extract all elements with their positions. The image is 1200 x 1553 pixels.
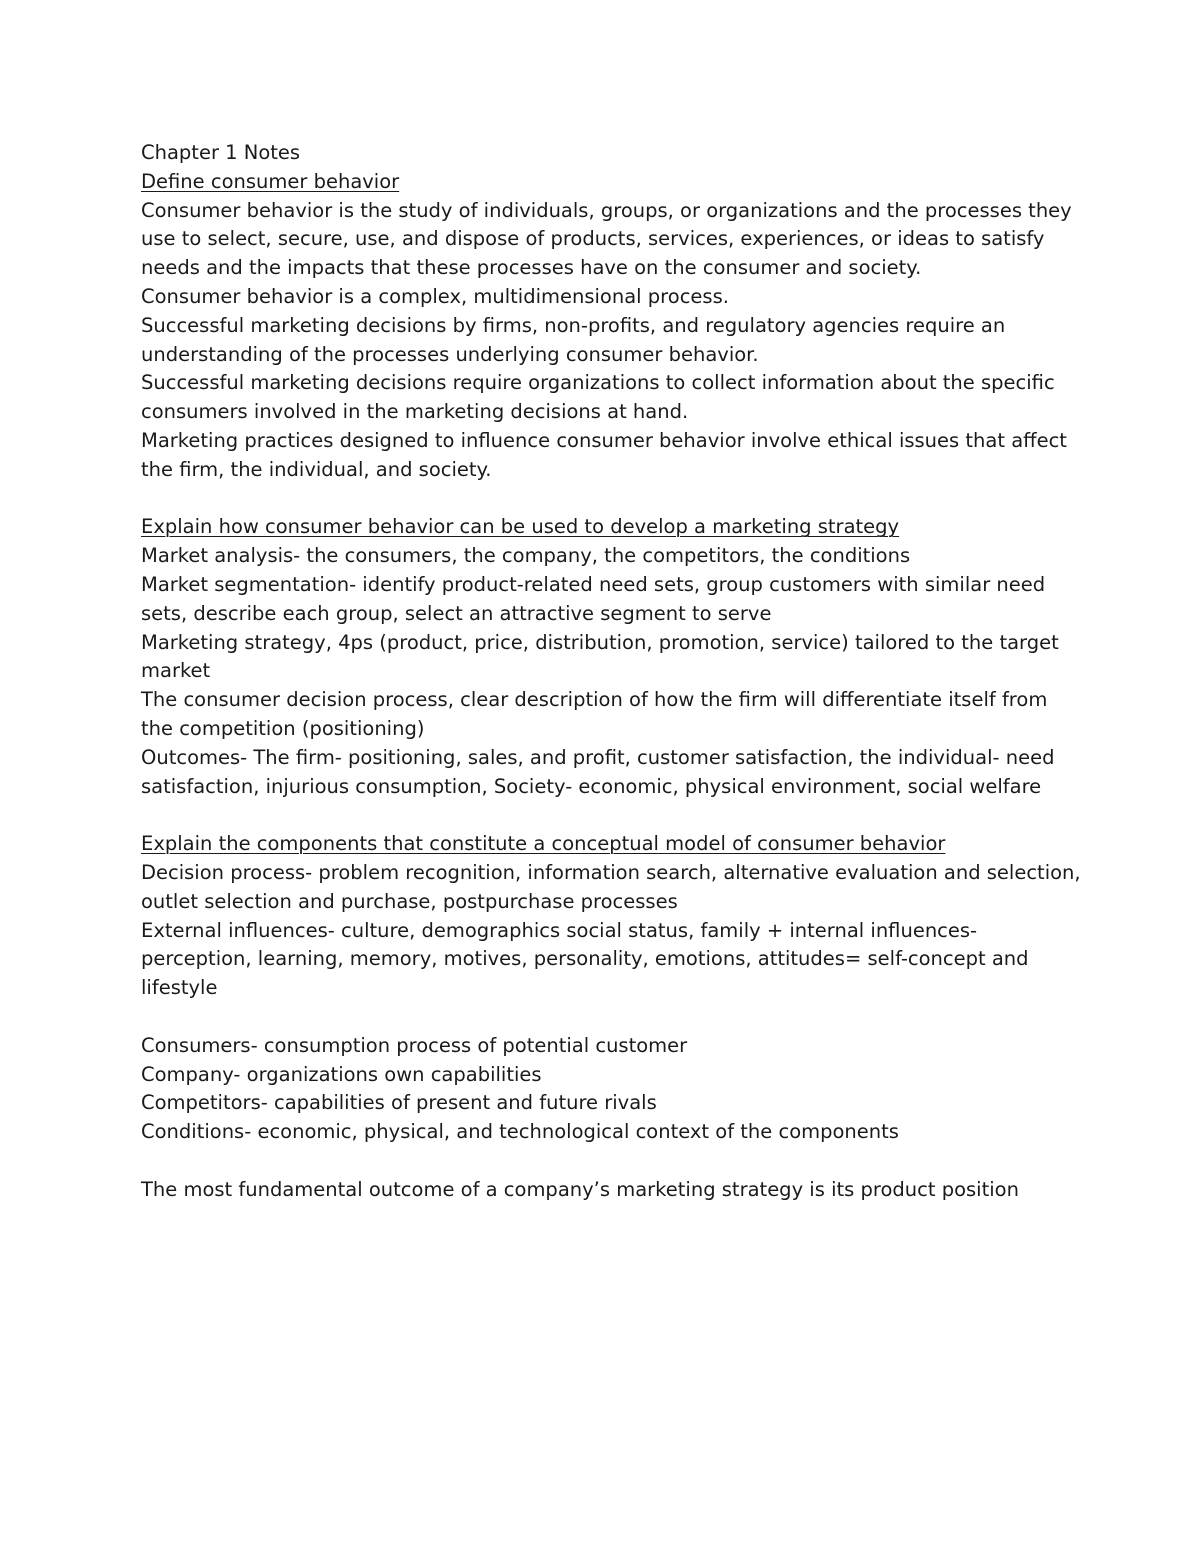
paragraph: Conditions- economic, physical, and technological context of the components — [141, 1120, 899, 1144]
document-title: Chapter 1 Notes — [141, 141, 301, 164]
paragraph: Company- organizations own capabilities — [141, 1062, 542, 1086]
paragraph: Marketing strategy, 4ps (product, price, distribution, promotion, service) tailored to the target market — [141, 630, 1065, 683]
paragraph: Consumer behavior is a complex, multidimensional process. — [141, 284, 729, 308]
paragraph: Successful marketing decisions require organizations to collect information about the specific consumers involved in the marketing decisions at hand. — [141, 371, 1061, 424]
paragraph: Competitors- capabilities of present and future rivals — [141, 1091, 657, 1115]
document-page — [141, 139, 1087, 1204]
section-heading-marketing-strategy: Explain how consumer behavior can be used to develop a marketing strategy — [141, 515, 900, 539]
paragraph: Decision process- problem recognition, information search, alternative evaluation and selection, outlet selection and purchase, postpurchase processes — [141, 860, 1087, 913]
paragraph: Outcomes- The firm- positioning, sales, and profit, customer satisfaction, the individual- need satisfaction, injurious consumption, Society- economic, physical environment, social welfare — [141, 745, 1061, 798]
paragraph: Market segmentation- identify product-related need sets, group customers with similar need sets, describe each group, select an attractive segment to serve — [141, 572, 1052, 625]
paragraph: Consumers- consumption process of potential customer — [141, 1033, 688, 1057]
paragraph: Marketing practices designed to influence consumer behavior involve ethical issues that affect the firm, the individual, and society. — [141, 428, 1074, 481]
spacer — [141, 801, 1081, 830]
spacer — [141, 1003, 1081, 1032]
paragraph: Consumer behavior is the study of individuals, groups, or organizations and the processes they use to select, secure, use, and dispose of products, services, experiences, or ideas to satisfy needs and the impacts that these processes have on the consumer and society. — [141, 198, 1078, 280]
paragraph: The consumer decision process, clear description of how the firm will differentiate itself from the competition (positioning) — [141, 688, 1054, 740]
section-heading-conceptual-model: Explain the components that constitute a conceptual model of consumer behavior — [141, 832, 946, 856]
spacer — [141, 485, 1081, 514]
paragraph: The most fundamental outcome of a company’s marketing strategy is its product position — [141, 1177, 1019, 1201]
spacer — [141, 1147, 1081, 1176]
paragraph: Successful marketing decisions by firms, non-profits, and regulatory agencies require an understanding of the processes underlying consumer behavior. — [141, 313, 1012, 366]
section-heading-define-consumer-behavior: Define consumer behavior — [141, 169, 400, 193]
paragraph: Market analysis- the consumers, the company, the competitors, the conditions — [141, 544, 911, 568]
paragraph: External influences- culture, demographics social status, family + internal influences- perception, learning, memory, motives, personality, emotions, attitudes= self-concept and lifestyle — [141, 918, 1035, 1000]
